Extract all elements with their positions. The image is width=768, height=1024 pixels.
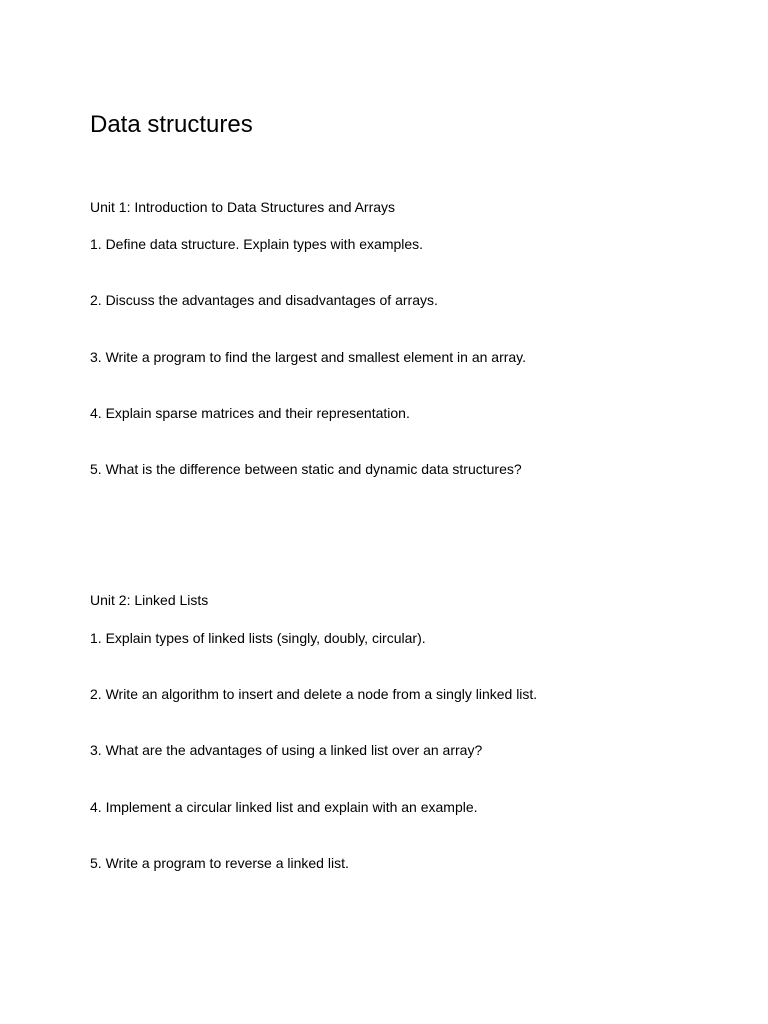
question-item: 5. Write a program to reverse a linked list. (90, 855, 349, 871)
question-item: 3. What are the advantages of using a linked list over an array? (90, 742, 483, 758)
question-item: 2. Write an algorithm to insert and delete a node from a singly linked list. (90, 686, 538, 702)
question-item: 4. Explain sparse matrices and their representation. (90, 405, 410, 421)
unit-heading: Unit 2: Linked Lists (90, 592, 209, 608)
unit-heading: Unit 1: Introduction to Data Structures and Arrays (90, 199, 396, 215)
question-item: 1. Explain types of linked lists (singly, doubly, circular). (90, 630, 426, 646)
question-item: 2. Discuss the advantages and disadvantages of arrays. (90, 292, 438, 308)
question-item: 3. Write a program to find the largest and smallest element in an array. (90, 349, 527, 365)
question-item: 5. What is the difference between static and dynamic data structures? (90, 461, 522, 477)
question-item: 4. Implement a circular linked list and explain with an example. (90, 799, 478, 815)
question-item: 1. Define data structure. Explain types with examples. (90, 236, 424, 252)
document-title: Data structures (90, 111, 253, 138)
